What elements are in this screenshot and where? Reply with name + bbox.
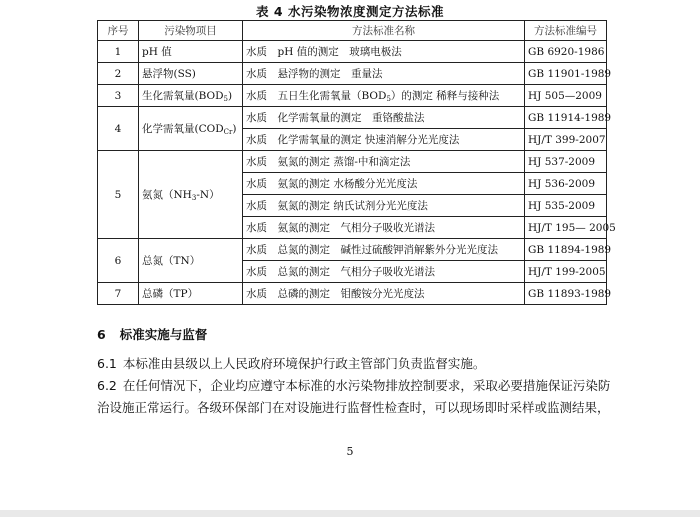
method-name-cell: 水质 总氮的测定 气相分子吸收光谱法: [243, 261, 525, 283]
subscript: Cr: [223, 128, 233, 136]
table-row: [98, 63, 607, 85]
page-bottom-edge: [0, 510, 700, 517]
paragraph-6-1: [97, 353, 617, 375]
section-title: 标准实施与监督: [119, 327, 208, 342]
paragraph-number: 6.2: [97, 378, 117, 393]
pollutant-text: 化学需氧量(COD: [142, 123, 224, 135]
row-no: 3: [98, 85, 139, 107]
method-code-cell: GB 11914-1989: [525, 107, 607, 129]
pollutant-cell: pH 值: [139, 41, 243, 63]
pollutant-cell: [139, 107, 243, 151]
method-code-cell: HJ/T 199-2005: [525, 261, 607, 283]
section-number: 6: [97, 327, 106, 342]
method-code-cell: GB 11893-1989: [525, 283, 607, 305]
row-no: 6: [98, 239, 139, 283]
method-name-cell: 水质 化学需氧量的测定 重铬酸盐法: [243, 107, 525, 129]
table-row: [98, 239, 607, 261]
subscript: 3: [191, 194, 197, 202]
pollutant-cell: [139, 151, 243, 239]
pollutant-cell: 总磷（TP）: [139, 283, 243, 305]
row-no: 7: [98, 283, 139, 305]
method-code-cell: HJ 536-2009: [525, 173, 607, 195]
pollutant-text-end: -N）: [196, 189, 220, 201]
pollutant-text: 生化需氧量(BOD: [142, 90, 224, 102]
method-code-cell: HJ/T 399-2007: [525, 129, 607, 151]
standards-table: [97, 20, 616, 305]
method-code-cell: GB 6920-1986: [525, 41, 607, 63]
header-pollutant: 污染物项目: [139, 21, 243, 41]
method-name-cell: [243, 85, 525, 107]
method-code-cell: HJ/T 195— 2005: [525, 217, 607, 239]
method-code-cell: GB 11901-1989: [525, 63, 607, 85]
paragraph-text: 本标准由县级以上人民政府环境保护行政主管部门负责监督实施。: [122, 356, 486, 371]
method-name-cell: 水质 氨氮的测定 气相分子吸收光谱法: [243, 217, 525, 239]
method-name-cell: 水质 化学需氧量的测定 快速消解分光光度法: [243, 129, 525, 151]
table-row: [98, 283, 607, 305]
pollutant-text: 氨氮（NH: [142, 189, 192, 201]
table-row: [98, 151, 607, 173]
header-method-code: 方法标准编号: [525, 21, 607, 41]
page-number: 5: [346, 445, 354, 458]
paragraph-number: 6.1: [97, 356, 117, 371]
method-code-cell: HJ 535-2009: [525, 195, 607, 217]
method-name-cell: 水质 氨氮的测定 蒸馏-中和滴定法: [243, 151, 525, 173]
pollutant-cell: 总氮（TN）: [139, 239, 243, 283]
header-method-name: 方法标准名称: [243, 21, 525, 41]
pollutant-text-end: ): [232, 123, 237, 135]
method-code-cell: GB 11894-1989: [525, 239, 607, 261]
subscript: 5: [223, 95, 229, 103]
method-name-cell: 水质 总氮的测定 碱性过硫酸钾消解紫外分光光度法: [243, 239, 525, 261]
method-name-cell: 水质 氨氮的测定 水杨酸分光光度法: [243, 173, 525, 195]
section-heading: [97, 325, 207, 343]
method-text-end: ）的测定 稀释与接种法: [390, 90, 500, 102]
header-no: 序号: [98, 21, 139, 41]
table-row: [98, 85, 607, 107]
pollutant-cell: [139, 85, 243, 107]
table-row: [98, 41, 607, 63]
method-name-cell: 水质 氨氮的测定 纳氏试剂分光光度法: [243, 195, 525, 217]
pollutant-text-end: ): [228, 90, 233, 102]
table-row: [98, 107, 607, 129]
paragraph-6-2: [97, 375, 617, 419]
method-code-cell: HJ 505—2009: [525, 85, 607, 107]
method-code-cell: HJ 537-2009: [525, 151, 607, 173]
method-name-cell: 水质 悬浮物的测定 重量法: [243, 63, 525, 85]
pollutant-cell: 悬浮物(SS): [139, 63, 243, 85]
row-no: 1: [98, 41, 139, 63]
row-no: 2: [98, 63, 139, 85]
table-title: 表 4 水污染物浓度测定方法标准: [256, 4, 444, 19]
method-name-cell: 水质 总磷的测定 钼酸铵分光光度法: [243, 283, 525, 305]
paragraph-text: 在任何情况下，企业均应遵守本标准的水污染物排放控制要求，采取必要措施保证污染防治设施正常运行。各级环保部门在对设施进行监督性检查时，可以现场即时采样或监测结果，: [97, 378, 611, 415]
table-header-row: [98, 21, 607, 41]
subscript: 5: [386, 95, 391, 103]
row-no: 4: [98, 107, 139, 151]
row-no: 5: [98, 151, 139, 239]
method-text: 水质 五日生化需氧量（BOD: [246, 90, 387, 102]
method-name-cell: 水质 pH 值的测定 玻璃电极法: [243, 41, 525, 63]
